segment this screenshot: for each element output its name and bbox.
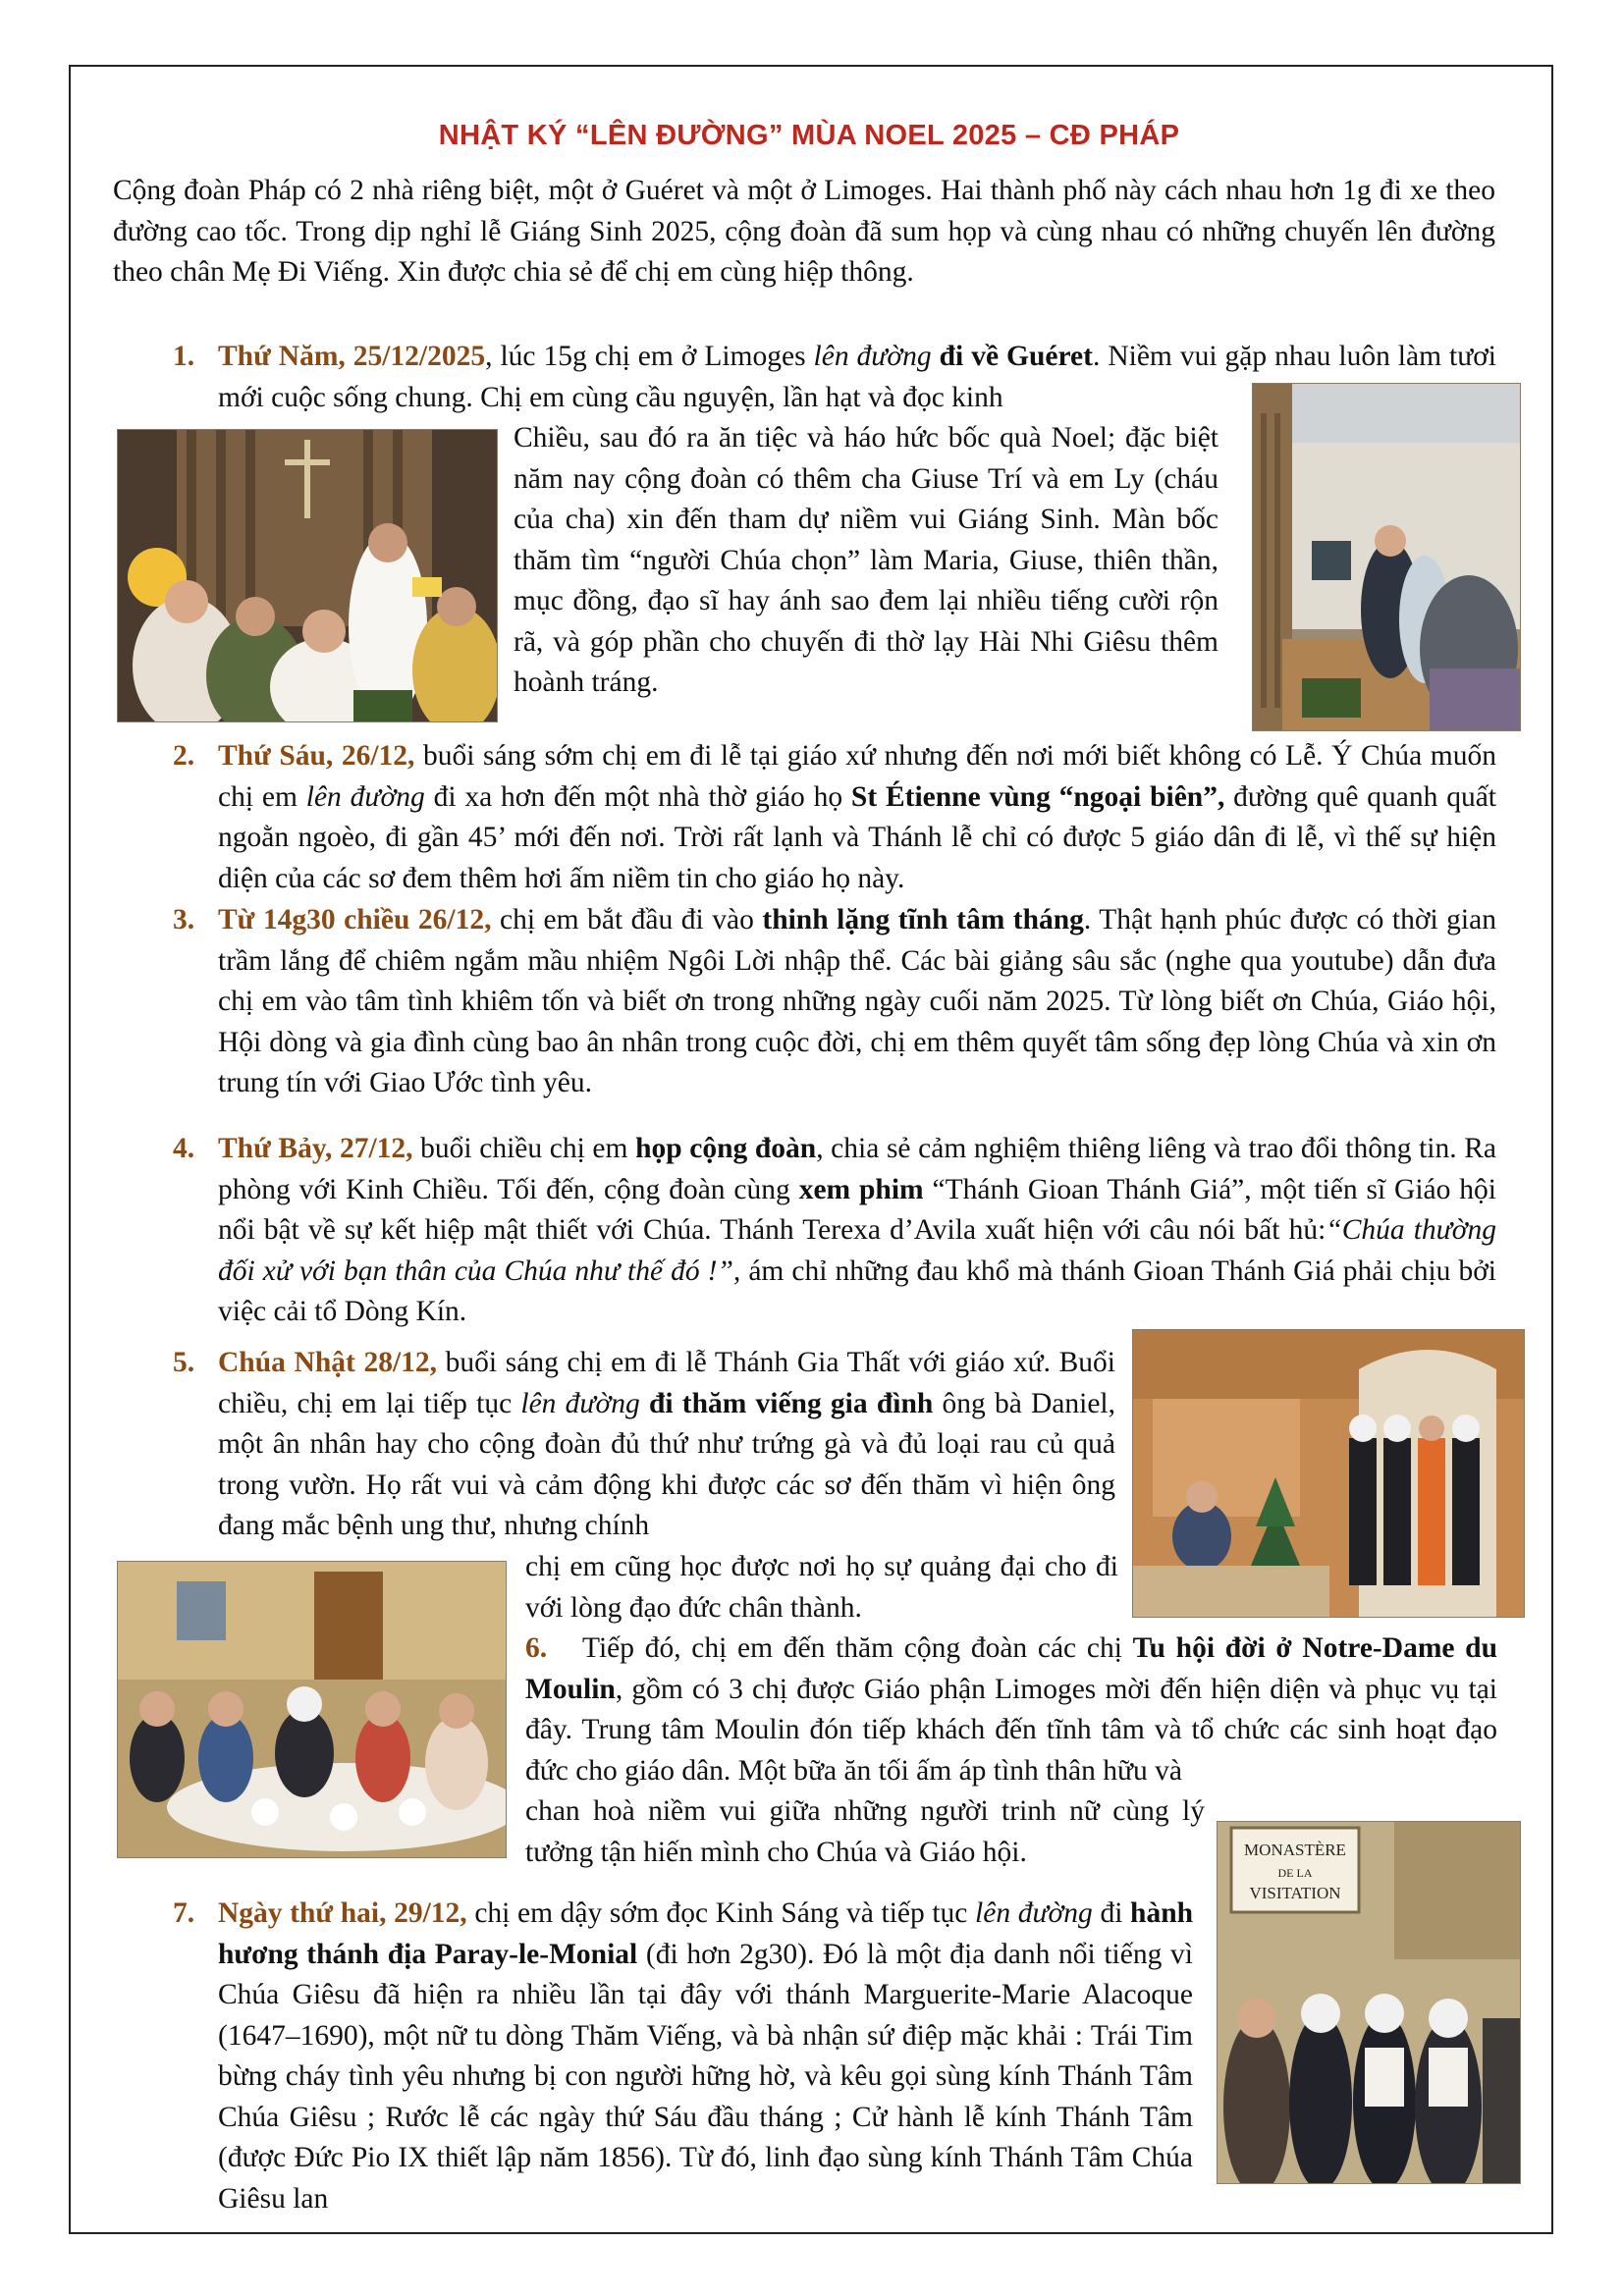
item-5-highlight: đi thăm viếng gia đình bbox=[648, 1387, 934, 1419]
item-7-paragraph bbox=[218, 1894, 1193, 2219]
item-5-continuation: chị em cũng học được nơi họ sự quảng đại cho đi với lòng đạo đức chân thành. bbox=[525, 1551, 1118, 1624]
item-7-text-c: (đi hơn 2g30). Đó là một địa danh nổi tiếng vì Chúa Giêsu đã hiện ra nhiều lần tại đây với thánh Marguerite-Marie Alacoque (1647–1690), một nữ tu dòng Thăm Viếng, và bà nhận sứ điệp mặc khải : Trái Tim bừng cháy tình yêu nhưng bị con người hững hờ, và kêu gọi sùng kính Thánh Tâm Chúa Giêsu ; Rước lễ các ngày thứ Sáu đầu tháng ; Cử hành lễ kính Thánh Tâm (được Đức Pio IX thiết lập năm 1856). Từ đó, linh đạo sùng kính Thánh Tâm Chúa Giêsu lan bbox=[218, 1938, 1193, 2215]
sign-line-1: MONASTÈRE bbox=[1244, 1841, 1346, 1859]
item-7-date: Ngày thứ hai, 29/12, bbox=[218, 1897, 467, 1929]
item-5-emphasis: lên đường bbox=[520, 1387, 640, 1419]
visitation-monastery-photo bbox=[1217, 1821, 1521, 2184]
item-2-text-b: đi xa hơn đến một nhà thờ giáo họ bbox=[424, 780, 851, 813]
item-4-highlight-a: họp cộng đoàn bbox=[635, 1133, 817, 1164]
item-6-text-a: Tiếp đó, chị em đến thăm cộng đoàn các chị bbox=[582, 1632, 1133, 1664]
item-3-date: Từ 14g30 chiều 26/12, bbox=[218, 904, 492, 935]
item-7-text-b: đi bbox=[1092, 1897, 1131, 1929]
item-7-number: 7. bbox=[173, 1897, 195, 1929]
item-3-paragraph bbox=[218, 900, 1496, 1104]
item-4-text-d: ám chỉ những đau khổ mà thánh Gioan Thánh Giá phải chịu bởi việc cải tổ Dòng Kín. bbox=[218, 1255, 1496, 1327]
item-1-body: Chiều, sau đó ra ăn tiệc và háo hức bốc quà Noel; đặc biệt năm nay cộng đoàn có thêm cha Giuse Trí và em Ly (cháu của cha) xin đến tham dự niềm vui Giáng Sinh. Màn bốc thăm tìm “người Chúa chọn” làm Maria, Giuse, thiên thần, mục đồng, đạo sĩ hay ánh sao đem lại nhiều tiếng cười rộn rã, và góp phần cho chuyến đi thờ lạy Hài Nhi Giêsu thêm hoành tráng. bbox=[514, 422, 1218, 698]
item-3-number: 3. bbox=[173, 904, 195, 935]
item-4-text-b: , chia sẻ cảm nghiệm thiêng liêng và trao đổi thông tin. Ra phòng với Kinh Chiều. Tối đến, cộng đoàn cùng bbox=[218, 1133, 1496, 1205]
item-2-highlight: St Étienne vùng “ngoại biên”, bbox=[850, 780, 1225, 813]
item-6-number: 6. bbox=[525, 1632, 548, 1664]
item-2-paragraph bbox=[218, 736, 1496, 899]
item-5-number: 5. bbox=[173, 1347, 195, 1378]
dinner-photo bbox=[117, 1561, 507, 1858]
item-4-quote: “Chúa thường đối xử với bạn thân của Chúa như thế đó !”, bbox=[218, 1214, 1496, 1287]
item-4-text-a: buổi chiều chị em bbox=[412, 1133, 636, 1164]
item-1-text-a: , lúc 15g chị em ở Limoges bbox=[485, 341, 814, 372]
item-3-highlight: thinh lặng tĩnh tâm tháng bbox=[762, 904, 1084, 935]
item-2-number: 2. bbox=[173, 740, 195, 772]
item-6-paragraph bbox=[525, 1629, 1497, 1791]
item-5-text-c: ông bà Daniel, một ân nhân hay cho cộng đoàn đủ thứ như trứng gà và đủ loại rau củ quả trong vườn. Họ rất vui và cảm động khi được các sơ đến thăm vì hiện ông đang mắc bệnh ung thư, nhưng chính bbox=[218, 1387, 1116, 1541]
item-4-number: 4. bbox=[173, 1133, 195, 1164]
item-7-highlight: hành hương thánh địa Paray-le-Monial bbox=[218, 1897, 1194, 1970]
item-5-paragraph bbox=[218, 1343, 1115, 1547]
item-1-date: Thứ Năm, 25/12/2025 bbox=[218, 341, 486, 372]
item-2-emphasis: lên đường bbox=[305, 780, 425, 813]
item-1-highlight: đi về Guéret bbox=[939, 341, 1093, 372]
item-2-date: Thứ Sáu, 26/12, bbox=[218, 740, 415, 772]
item-1-text-c: . Niềm vui gặp nhau luôn làm tươi mới cuộc sống chung. Chị em cùng cầu nguyện, lần hạt và đọc kinh bbox=[218, 341, 1497, 413]
family-visit-photo bbox=[1132, 1329, 1525, 1618]
item-2-text-a: buổi sáng sớm chị em đi lễ tại giáo xứ nhưng đến nơi mới biết không có Lễ. Ý Chúa muốn chị em bbox=[218, 740, 1496, 813]
item-6-continuation: chan hoà niềm vui giữa những người trinh nữ cùng lý tưởng tận hiến mình cho Chúa và Giáo hội. bbox=[525, 1795, 1205, 1868]
intro-paragraph: Cộng đoàn Pháp có 2 nhà riêng biệt, một ở Guéret và một ở Limoges. Hai thành phố này cách nhau hơn 1g đi xe theo đường cao tốc. Trong dịp nghỉ lễ Giáng Sinh 2025, cộng đoàn đã sum họp và cùng nhau có những chuyến lên đường theo chân Mẹ Đi Viếng. Xin được chia sẻ để chị em cùng hiệp thông. bbox=[113, 175, 1495, 288]
sign-line-3: VISITATION bbox=[1249, 1884, 1341, 1902]
sign-line-2: DE LA bbox=[1277, 1866, 1313, 1880]
item-5-text-b bbox=[640, 1388, 649, 1419]
item-3-text-a: chị em bắt đầu đi vào bbox=[491, 904, 763, 935]
item-4-date: Thứ Bảy, 27/12, bbox=[218, 1133, 413, 1164]
item-5-date: Chúa Nhật 28/12, bbox=[218, 1347, 438, 1378]
item-3-text-b: . Thật hạnh phúc được có thời gian trầm lắng để chiêm ngắm mầu nhiệm Ngôi Lời nhập thể. Các bài giảng sâu sắc (nghe qua youtube) dẫn đưa chị em vào tâm tình khiêm tốn và biết ơn trong những ngày cuối năm 2025. Từ lòng biết ơn Chúa, Giáo hội, Hội dòng và gia đình cùng bao ân nhân trong cuộc đời, chị em thêm quyết tâm sống đẹp lòng Chúa và xin ơn trung tín với Giao Ước tình yêu. bbox=[218, 904, 1496, 1098]
item-5-text-a: buổi sáng chị em đi lễ Thánh Gia Thất với giáo xứ. Buổi chiều, chị em lại tiếp tục bbox=[218, 1347, 1115, 1419]
item-4-text-c: “Thánh Gioan Thánh Giá”, một tiến sĩ Giáo hội nổi bật về sự kết hiệp mật thiết với Chúa. Thánh Terexa d’Avila xuất hiện với câu nói bất hủ: bbox=[218, 1173, 1496, 1246]
item-6-text-b: , gồm có 3 chị được Giáo phận Limoges mời đến hiện diện và phục vụ tại đây. Trung tâm Moulin đón tiếp khách đến tĩnh tâm và tổ chức các sinh hoạt đạo đức cho giáo dân. Một bữa ăn tối ấm áp tình thân hữu và bbox=[525, 1673, 1497, 1787]
item-7-text-a: chị em dậy sớm đọc Kinh Sáng và tiếp tục bbox=[466, 1897, 976, 1929]
nativity-play-photo bbox=[117, 429, 498, 722]
item-4-paragraph bbox=[218, 1129, 1496, 1333]
item-2-text-c: đường quê quanh quất ngoằn ngoèo, đi gần 45’ mới đến nơi. Trời rất lạnh và Thánh lễ chỉ có được 5 giáo dân đi lễ, vì thế sự hiện diện của các sơ đem thêm hơi ấm niềm tin cho giáo họ này. bbox=[218, 780, 1496, 894]
chapel-procession-photo bbox=[1252, 383, 1521, 731]
item-6-highlight: Tu hội đời ở Notre-Dame du Moulin bbox=[525, 1632, 1497, 1705]
page-title: NHẬT KÝ “LÊN ĐƯỜNG” MÙA NOEL 2025 – CĐ PHÁP bbox=[438, 120, 1180, 151]
item-4-highlight-b: xem phim bbox=[798, 1173, 924, 1205]
item-7-emphasis: lên đường bbox=[975, 1897, 1093, 1929]
item-1-text-b bbox=[932, 341, 940, 372]
item-1-emphasis: lên đường bbox=[813, 341, 932, 372]
item-1-number: 1. bbox=[173, 341, 195, 372]
